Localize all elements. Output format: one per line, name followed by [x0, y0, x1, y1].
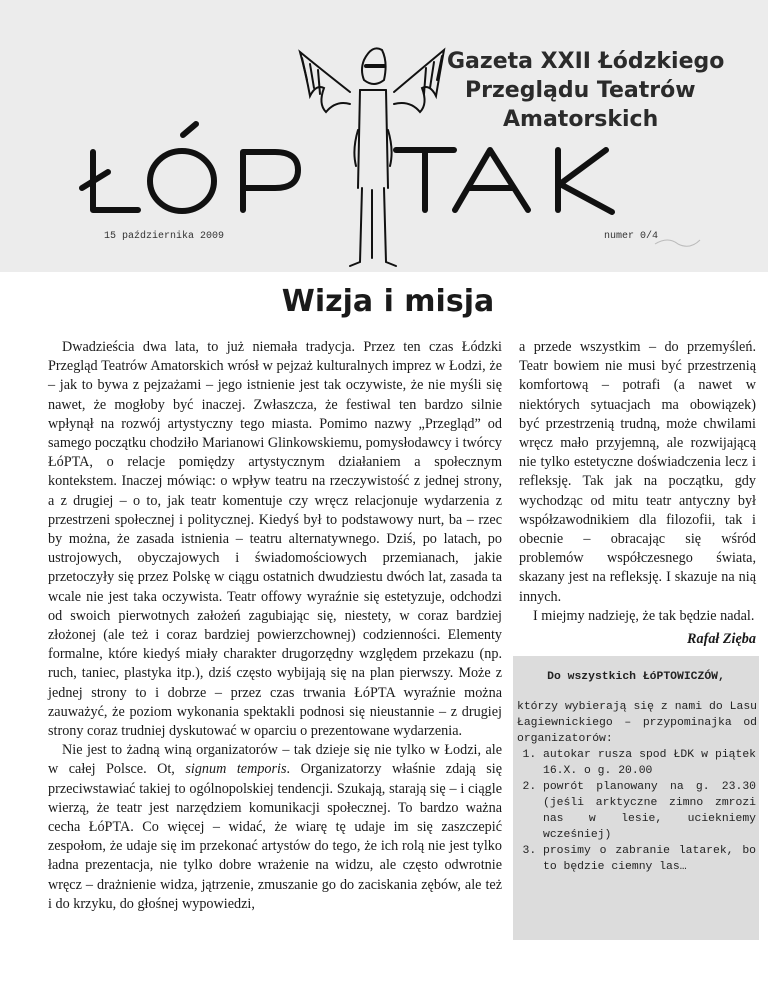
subtitle-line-2: Przeglądu Teatrów [465, 78, 696, 103]
subtitle-line-1: Gazeta XXII Łódzkiego [447, 49, 725, 74]
notice-list [513, 747, 759, 875]
subtitle-line-3: Amatorskich [503, 107, 659, 132]
article-paragraph-2 [48, 741, 502, 914]
article-side-column [519, 338, 756, 649]
article-paragraph-1: Dwadzieścia dwa lata, to już niemała tradycja. Przez ten czas Łódzki Przegląd Teatrów Amatorskich wrósł w pejzaż kulturalnych imprez w Łodzi, że – jak to bywa z pejzażami – jego istnienie jest tak oczywiste, że nie myśli się nawet, że mogłoby być inaczej. Zwłaszcza, że festiwal ten bardzo silnie wpłynął na rozwój artystyczny tego miasta. Pomimo nazwy „Przegląd” od samego początku chodziło Marianowi Glinkowskiemu, pomysłodawcy i twórcy ŁóPTA, o relacje pomiędzy artystycznym działaniem a społecznym kontekstem. Inaczej mówiąc: o wpływ teatru na rzeczywistość z jednej strony, a z drugiej – o to, jak teatr komentuje czy wręcz relacjonuje wydarzenia z przestrzeni społecznej i politycznej. Kiedyś był to podstawowy nurt, ba – rzec by można, że zasada istnienia – teatru alternatywnego. Dziś, po latach, po ustrojowych, obyczajowych i świadomościowych przemianach, jakie przetoczyły się przez Polskę w ciągu ostatnich dwudziestu dwóch lat, zasada ta wcale nie jest taka oczywista. Teatr offowy wyraźnie się estetyzuje, odchodzi od swoich pierwotnych założeń zagubiając się, niestety, w coraz bardziej złożonej (ale też i coraz bardziej powierzchownej) codzienności. Elementy formalne, które kiedyś miały charakter drugorzędny względem przekazu (np. ruch, taniec, plastyka itp.), dziś często wybijają się na plan pierwszy. Może z jednej strony to i dobrze – przez czas trwania ŁóPTA wyraźnie można zauważyć, że poziom wykonania spektakli podnosi się nieustannie – z drugiej strony coraz trudniej dyskutować w oparciu o prezentowane wydarzenia. [48, 339, 502, 740]
masthead [0, 0, 768, 272]
notice-intro: którzy wybierają się z nami do Lasu Łagiewnickiego – przypominajka od organizatorów: [517, 701, 757, 745]
article-title: Wizja i misja [281, 284, 495, 319]
notice-item: 1. autokar rusza spod ŁDK w piątek 16.X. o g. 20.00 [543, 747, 756, 779]
article-main-column [48, 338, 502, 914]
paragraph-2-text-a: Nie jest to żadną winą organizatorów – tak dzieje się nie tylko w Łodzi, ale w całej Polsce. Ot, [48, 742, 502, 778]
paragraph-2-text-b: . Organizatorzy właśnie zdają się przeciwstawiać takiej to ogólnopolskiej tendencji. Szukają, starają się – i ciągle wierzą, że teatr jest narzędziem komunikacji społecznej. To bardzo ważna cecha ŁóPTA. Co więcej – widać, że wiarę tę udaje im się zaszczepić zespołom, że udaje się im przekonać artystów do tego, że ich rolą nie jest tylko ładna prezentacja, nie tylko dobre wrażenie na widzu, ale często odwrotnie wręcz – drażnienie widza, jątrzenie, zmuszanie go do zaciskania zębów, ale też i do krzyku, do głośnej wypowiedzi, [48, 761, 502, 912]
issue-date: 15 października 2009 [104, 231, 225, 242]
notice-title: Do wszystkich ŁóPTOWICZÓW, [547, 671, 725, 683]
notice-box [513, 656, 759, 940]
article-paragraph-3: I miejmy nadzieję, że tak będzie nadal. [533, 607, 755, 624]
issue-number: numer 0/4 [604, 231, 659, 242]
masthead-subtitle [447, 47, 747, 134]
notice-item: 3. prosimy o zabranie latarek, bo to będzie ciemny las… [543, 843, 756, 875]
latin-phrase: signum temporis [185, 761, 287, 778]
notice-item: 2. powrót planowany na g. 23.30 (jeśli arktyczne zimno zmrozi nas w lesie, uciekniemy wcześniej) [543, 779, 756, 843]
article-author: Rafał Zięba [687, 631, 756, 648]
article-paragraph-2-continued: a przede wszystkim – do przemyśleń. Teatr bowiem nie musi być przestrzenią komfortową – potrafi (a nawet w niektórych sytuacjach ma obowiązek) być przestrzenią trudną, może chwilami wręcz mało przyjemną, ale rozwijającą nie tylko estetyczne doświadczenia lecz i refleksję. Tak jak na początku, gdy wychodząc od mitu teatr antyczny był współzawodnikiem dla filozofii, tak i obecnie – obracając się wśród problemów współczesnego świata, skazany jest na refleksję. I skazuje na nią innych. [519, 339, 756, 605]
